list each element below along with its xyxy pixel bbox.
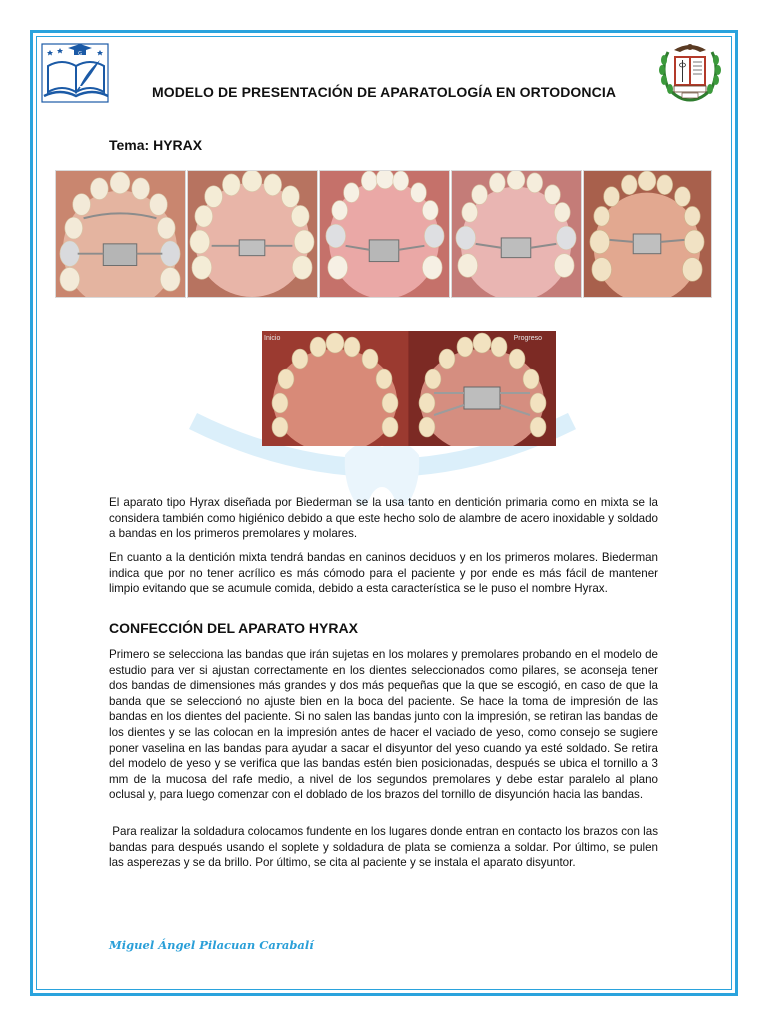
hyrax-photo-3	[319, 170, 450, 298]
institution-logo-left	[40, 40, 112, 104]
document-title: MODELO DE PRESENTACIÓN DE APARATOLOGÍA EN ORTODONCIA	[151, 84, 617, 100]
topic-heading: Tema: HYRAX	[109, 137, 203, 153]
svg-text:G: G	[78, 51, 82, 57]
hyrax-photo-1	[55, 170, 186, 298]
body-paragraph-4: Para realizar la soldadura colocamos fundente en los lugares donde entran en contacto los brazos con las bandas para después usando el soplete y soldadura de plata se comienza a soldar. Por último, se pulen las asperezas y se da brillo. Por último, se cita al paciente y se instala el aparato disyuntor.	[109, 825, 662, 870]
body-paragraph-1: El aparato tipo Hyrax diseñada por Biederman se la usa tanto en dentición primaria como en mixta se la considera también como higiénico debido a que este hecho solo de alambre de acero inoxidable y soldado a bandas en los primeros premolares y molares.	[109, 496, 658, 541]
body-paragraph-3: Primero se selecciona las bandas que irán sujetas en los molares y premolares probando en el modelo de estudio para ver si ajustan correctamente en los dientes seleccionados como pilares, se aconseja tener dos bandas de dimensiones más grandes y dos más pequeñas que la que se escogió, en caso de que la banda que se seleccionó no ajuste bien en la boca del paciente. Se hace la toma de impresión de las bandas en los dientes del paciente. Si no salen las bandas junto con la impresión, se retiran las bandas de los dientes y se las colocan en la impresión antes de hacer el vaciado de yeso, como consejo se sugiere poner vaselina en las bandas para ayudar a sacar el disyuntor del yeso cuando ya esté soldado. Se retira del modelo de yeso y se verifica que las bandas estén bien posicionadas, después se ubica el tornillo a 3 mm de la mucosa del rafe medio, a nivel de los segundos premolares y debe estar paralelo al plano oclusal y, para luego comenzar con el doblado de los brazos del tornillo de disyunción hacia las bandas.	[109, 648, 658, 802]
hyrax-photo-5	[583, 170, 712, 298]
body-paragraph-2: En cuanto a la dentición mixta tendrá bandas en caninos deciduos y en los primeros molares. Biederman indica que por no tener acrílico es más cómodo para el paciente y por ende es más fácil de mantener limpio evitando que se acumule comida, debido a esta característica se le puso el nombre Hyrax.	[109, 551, 658, 596]
institution-seal-right	[654, 38, 726, 104]
after-label: Progreso	[513, 335, 542, 342]
author-signature: Miguel Ángel Pilacuan Carabalí	[109, 938, 314, 952]
section-heading: CONFECCIÓN DEL APARATO HYRAX	[109, 620, 358, 636]
hyrax-photo-2	[187, 170, 318, 298]
hyrax-photo-4	[451, 170, 582, 298]
before-label: Inicio	[264, 335, 281, 342]
before-after-photo	[262, 331, 556, 446]
